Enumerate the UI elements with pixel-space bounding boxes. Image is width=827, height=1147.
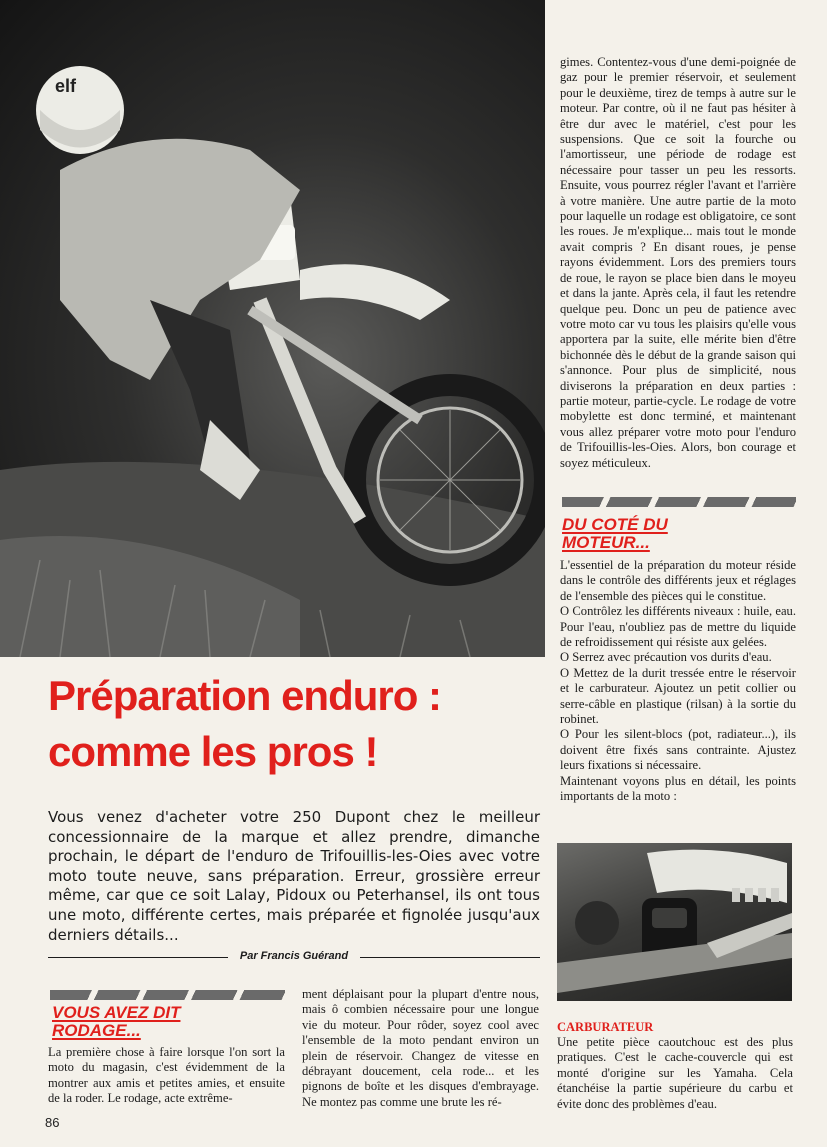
moteur-checklist-item: O Serrez avec précaution vos durits d'eau. — [560, 650, 772, 665]
rodage-text — [48, 1045, 285, 1107]
svg-text:elf: elf — [55, 76, 77, 96]
moteur-paragraph: Maintenant voyons plus en détail, les points importants de la moto : — [560, 773, 796, 804]
page-number: 86 — [45, 1115, 60, 1130]
moteur-text — [560, 558, 796, 805]
moteur-paragraph: L'essentiel de la préparation du moteur réside dans le contrôle des différents jeux et réglages de l'ensemble des pièces qui le constitue. — [560, 558, 796, 603]
moteur-heading-line1: DU COTÉ DU — [562, 515, 668, 534]
article-title-line1: Préparation enduro : — [48, 672, 442, 719]
carburateur-text — [557, 1035, 793, 1112]
carburetor-photo — [557, 843, 792, 1001]
article-intro: Vous venez d'acheter votre 250 Dupont chez le meilleur concessionnaire de la marque et allez prendre, dimanche prochain, le départ de l'enduro de Trifouillis-les-Oies avec votre moto toute neuve, sans préparation. Erreur, grossière erreur même, car que ce soit Lalay, Pidoux ou Peterhansel, ils ont tous une moto, différente certes, mais préparée et fignolée jusqu'aux derniers détails... — [48, 808, 540, 944]
section-divider-stripes — [50, 990, 285, 1000]
rodage-heading-line1: VOUS AVEZ DIT — [52, 1003, 181, 1022]
right-column-text — [560, 55, 796, 471]
article-title-line2: comme les pros ! — [48, 728, 378, 775]
middle-column-paragraph: ment déplaisant pour la plupart d'entre nous, mais ô combien nécessaire pour une longue vie du moteur. Pour rôder, soyez cool avec l'ensemble de la moto pendant environ un plein de réservoir. Changez de vitesse en débrayant doucement, cela rode... et les pignons de boîte et les disques d'embrayage. Ne montez pas comme une brute les ré- — [302, 987, 539, 1109]
article-title — [48, 668, 518, 780]
rodage-paragraph: La première chose à faire lorsque l'on sort la moto du magasin, c'est évidemment de la montrer aux amis et petites amies, et ensuite de la roder. Le rodage, acte extrême- — [48, 1045, 285, 1106]
rodage-heading — [52, 1004, 180, 1040]
section-divider-stripes — [562, 497, 796, 507]
byline: Par Francis Guérand — [48, 950, 540, 964]
moteur-heading-line2: MOTEUR... — [562, 533, 650, 552]
moteur-checklist-item: O Contrôlez les différents niveaux : huile, eau. Pour l'eau, n'oubliez pas de mettre du liquide de refroidissement qui résiste aux gelées. — [560, 604, 796, 650]
rodage-heading-line2: RODAGE... — [52, 1021, 141, 1040]
right-column-paragraph: gimes. Contentez-vous d'une demi-poignée de gaz pour le premier réservoir, et seulement pour le deuxième, tirez de temps à autre sur le moteur. Par contre, où il ne faut pas hésiter à être dur avec le matériel, c'est pour les suspensions. Que ce soit la fourche ou l'amortisseur, une période de rodage est nécessaire pour tasser un peu les ressorts. Ensuite, vous pourrez régler l'avant et l'arrière à votre manière. Une autre partie de la moto pour laquelle un rodage est obligatoire, ce sont les roues. Je m'explique... mais tout le monde avait compris ? En disant roues, je pense rayons évidemment. Lors des premiers tours de roue, le rayon se place bien dans le moyeu et dans la jante. Après cela, il faut les retendre quelque peu. Donc un peu de patience avec votre moto car vu tous les plaisirs qu'elle vous apportera par la suite, elle mérite bien d'être bichonnée dès le début de la grande saison qui s'annonce. Pour plus de simplicité, nous diviserons la préparation en deux parties : partie moteur, partie-cycle. Le rodage de votre mobylette est donc terminé, et maintenant vous allez préparer votre moto pour l'enduro de Trifouillis-les-Oies. Alors, bon courage et soyez méticuleux. — [560, 55, 796, 470]
enduro-rider-photo — [0, 0, 545, 657]
carburateur-paragraph: Une petite pièce caoutchouc est des plus pratiques. C'est le cache-couvercle qui est monté d'origine sur les Yamaha. Cela étanchéise la partie supérieure du carbu et évite donc des problèmes d'eau. — [557, 1035, 793, 1111]
moteur-heading — [562, 516, 668, 552]
carburateur-heading: CARBURATEUR — [557, 1020, 654, 1034]
moteur-checklist-item: O Pour les silent-blocs (pot, radiateur...), ils doivent être fixés sans contrainte. Ajustez leurs fixations si nécessaire. — [560, 727, 796, 773]
middle-column-text — [302, 987, 539, 1110]
moteur-checklist-item: O Mettez de la durit tressée entre le réservoir et le carburateur. Ajoutez un petit collier ou serre-câble en plastique (rilsan) à la sortie du robinet. — [560, 665, 796, 727]
